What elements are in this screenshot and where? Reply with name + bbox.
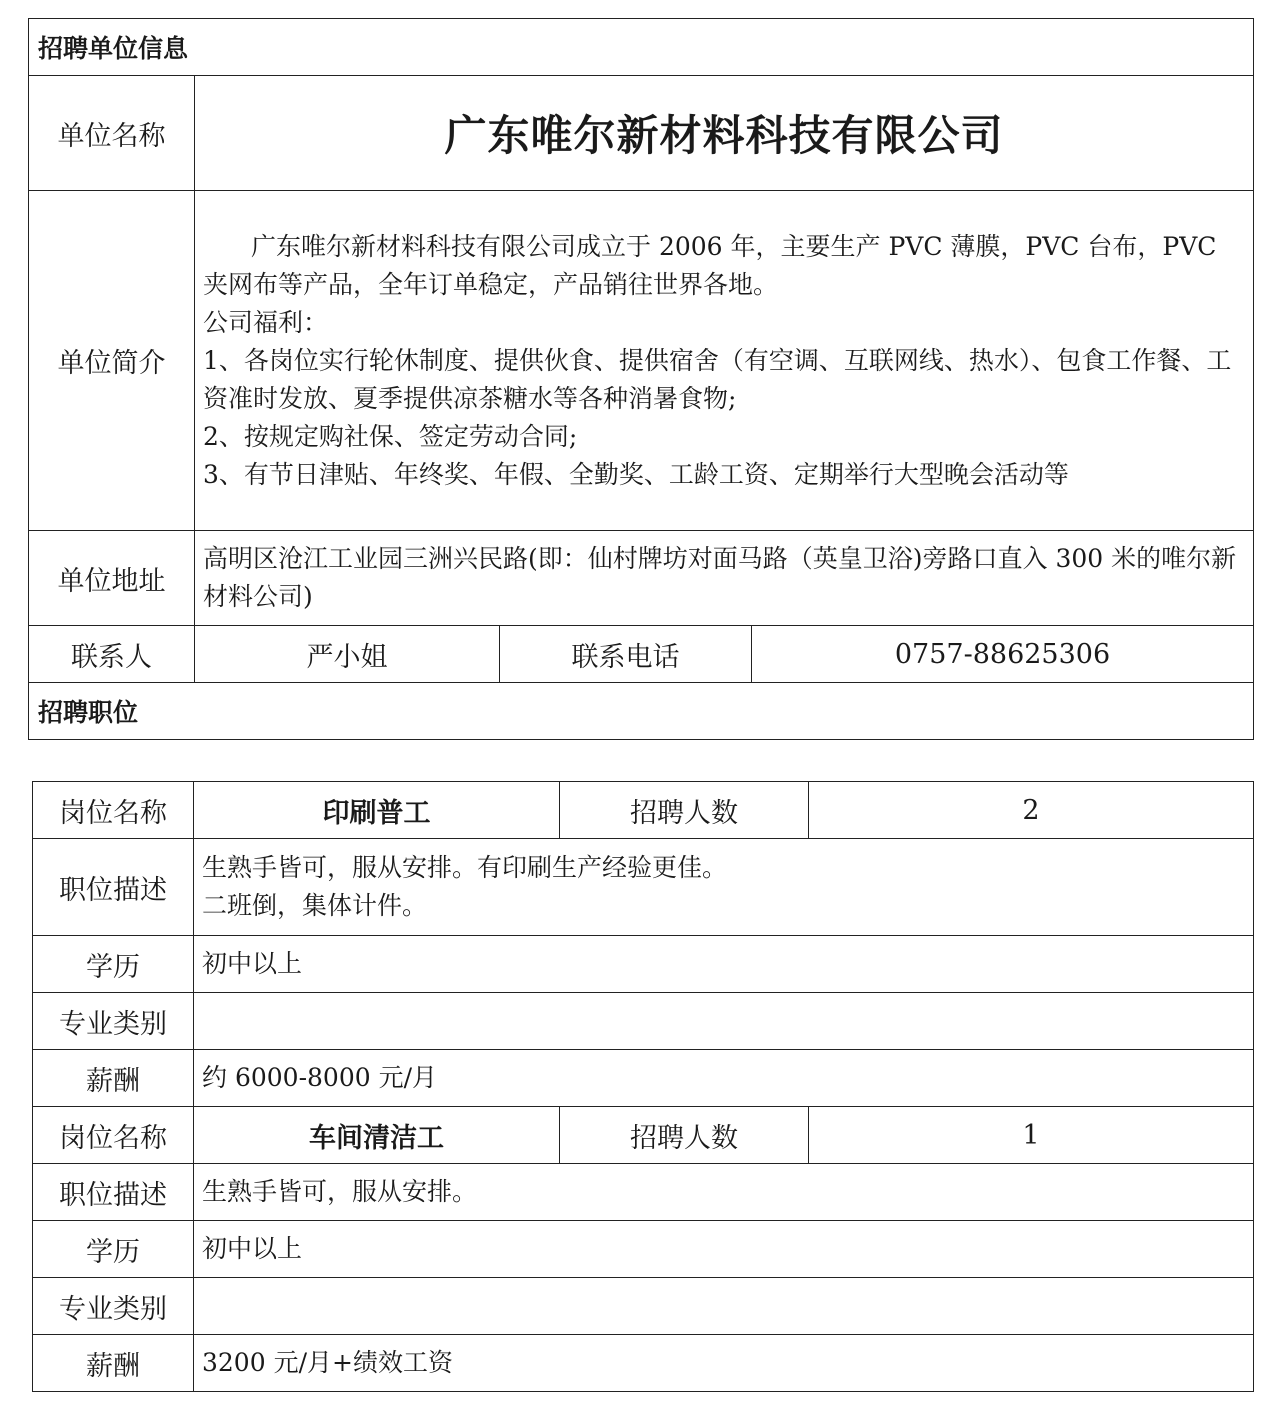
position-salary-label: 薪酬 xyxy=(33,1335,194,1392)
position-title-label: 岗位名称 xyxy=(33,1107,194,1164)
intro-benefit-1: 1、各岗位实行轮休制度、提供伙食、提供宿舍（有空调、互联网线、热水）、包食工作餐、工资准时发放、夏季提供凉茶糖水等各种消暑食物; xyxy=(203,345,1232,413)
intro-benefits-title: 公司福利： xyxy=(203,307,329,337)
position-edu-label: 学历 xyxy=(33,936,194,993)
company-info-table xyxy=(28,18,1254,740)
position-title: 印刷普工 xyxy=(194,782,560,839)
position-salary: 3200 元/月+绩效工资 xyxy=(194,1335,1254,1392)
position-major xyxy=(194,1278,1254,1335)
position-desc: 生熟手皆可，服从安排。 xyxy=(194,1164,1254,1221)
phone-label: 联系电话 xyxy=(500,626,752,683)
position-count: 1 xyxy=(809,1107,1254,1164)
position-desc-label: 职位描述 xyxy=(33,839,194,936)
position-desc xyxy=(194,839,1254,936)
positions-table xyxy=(32,781,1254,1392)
company-address-label: 单位地址 xyxy=(29,531,195,626)
company-name-label: 单位名称 xyxy=(29,76,195,191)
position-desc-line: 生熟手皆可，服从安排。有印刷生产经验更佳。 xyxy=(202,853,728,882)
contact-person: 严小姐 xyxy=(195,626,500,683)
company-name: 广东唯尔新材料科技有限公司 xyxy=(195,76,1254,191)
position-edu-label: 学历 xyxy=(33,1221,194,1278)
position-salary-label: 薪酬 xyxy=(33,1050,194,1107)
position-desc-line: 二班倒，集体计件。 xyxy=(202,891,428,920)
position-salary: 约 6000-8000 元/月 xyxy=(194,1050,1254,1107)
position-title-label: 岗位名称 xyxy=(33,782,194,839)
company-intro-label: 单位简介 xyxy=(29,191,195,531)
contact-label: 联系人 xyxy=(29,626,195,683)
position-major xyxy=(194,993,1254,1050)
section-header-positions: 招聘职位 xyxy=(29,683,1254,740)
position-count: 2 xyxy=(809,782,1254,839)
company-address: 高明区沧江工业园三洲兴民路(即：仙村牌坊对面马路（英皇卫浴)旁路口直入 300 米的唯尔新材料公司) xyxy=(195,531,1254,626)
position-edu: 初中以上 xyxy=(194,936,1254,993)
position-count-label: 招聘人数 xyxy=(560,1107,809,1164)
position-edu: 初中以上 xyxy=(194,1221,1254,1278)
position-desc-label: 职位描述 xyxy=(33,1164,194,1221)
intro-paragraph: 广东唯尔新材料科技有限公司成立于 2006 年，主要生产 PVC 薄膜，PVC 台布，PVC 夹网布等产品，全年订单稳定，产品销往世界各地。 xyxy=(203,231,1217,299)
company-intro xyxy=(195,191,1254,531)
section-header-company: 招聘单位信息 xyxy=(29,19,1254,76)
intro-benefit-3: 3、有节日津贴、年终奖、年假、全勤奖、工龄工资、定期举行大型晚会活动等 xyxy=(203,459,1069,489)
position-major-label: 专业类别 xyxy=(33,1278,194,1335)
phone-number: 0757-88625306 xyxy=(752,626,1254,683)
position-count-label: 招聘人数 xyxy=(560,782,809,839)
intro-benefit-2: 2、按规定购社保、签定劳动合同; xyxy=(203,421,578,451)
position-title: 车间清洁工 xyxy=(194,1107,560,1164)
position-major-label: 专业类别 xyxy=(33,993,194,1050)
